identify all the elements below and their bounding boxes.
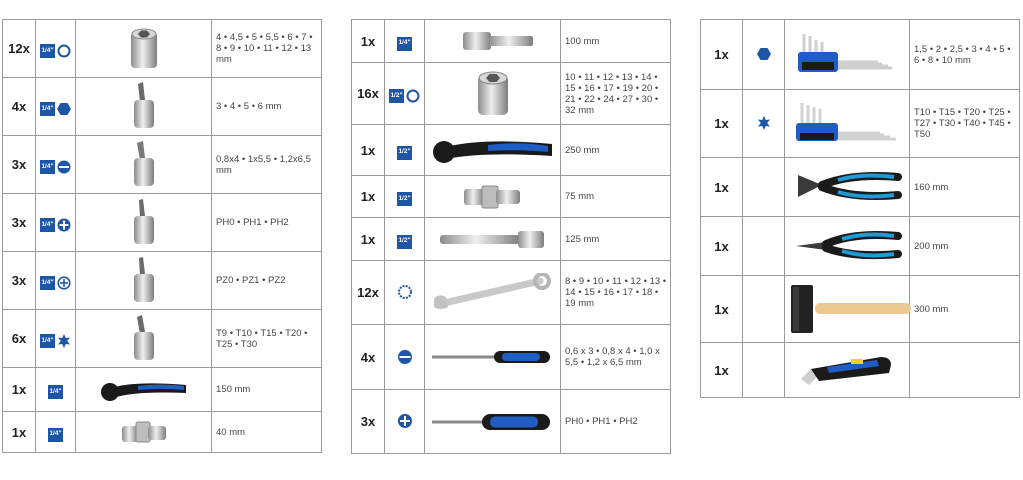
torx-key-set-icon	[785, 90, 910, 158]
pozidriv-bit-socket-icon	[76, 252, 212, 310]
universal-joint-icon	[76, 412, 212, 453]
table-row	[701, 343, 1020, 398]
size-description: PH0 • PH1 • PH2	[561, 390, 671, 454]
table-row	[3, 194, 322, 252]
table-row	[352, 218, 671, 261]
quantity: 1x	[3, 412, 36, 453]
table-row	[701, 276, 1020, 343]
torx-icon	[757, 116, 771, 130]
quantity: 1x	[352, 20, 385, 63]
socket-icon	[76, 20, 212, 78]
extension-bar-icon	[425, 218, 561, 261]
size-description: T9 • T10 • T15 • T20 • T25 • T30	[212, 310, 322, 368]
drive-size-badge: 1/4"	[48, 428, 63, 442]
quantity: 3x	[3, 252, 36, 310]
quantity: 4x	[3, 78, 36, 136]
quantity: 1x	[701, 276, 743, 343]
table-row	[352, 390, 671, 454]
drive-size-badge: 1/4"	[397, 37, 412, 51]
size-description: 150 mm	[212, 368, 322, 412]
size-description: 8 • 9 • 10 • 11 • 12 • 13 • 14 • 15 • 16 • 17 • 18 • 19 mm	[561, 261, 671, 325]
table-row	[352, 325, 671, 390]
table-row	[3, 136, 322, 194]
side-cutter-icon	[785, 158, 910, 217]
drive-size-badge: 1/4"	[40, 102, 55, 116]
slotted-screwdriver-icon	[425, 325, 561, 390]
slotted-icon	[397, 349, 413, 365]
hex-icon	[757, 47, 771, 61]
size-description: 250 mm	[561, 125, 671, 176]
long-nose-pliers-icon	[785, 217, 910, 276]
quantity: 3x	[352, 390, 385, 454]
bi-hex-socket-icon	[57, 44, 71, 58]
tool-table-left	[2, 19, 322, 453]
slotted-bit-socket-icon	[76, 136, 212, 194]
drive-size-badge: 1/2"	[397, 146, 412, 160]
table-row	[352, 261, 671, 325]
size-description: 3 • 4 • 5 • 6 mm	[212, 78, 322, 136]
hammer-icon	[785, 276, 910, 343]
drive-size-badge: 1/4"	[40, 334, 55, 348]
size-description: PH0 • PH1 • PH2	[212, 194, 322, 252]
hex-icon	[57, 102, 71, 116]
drive-size-badge: 1/4"	[40, 44, 55, 58]
drive-size-badge: 1/2"	[397, 235, 412, 249]
quantity: 1x	[352, 176, 385, 218]
slotted-icon	[57, 160, 71, 174]
torx-bit-socket-icon	[76, 310, 212, 368]
table-row	[3, 252, 322, 310]
pozidriv-icon	[57, 276, 71, 290]
table-row	[3, 412, 322, 453]
tool-table-middle	[351, 19, 671, 454]
quantity: 1x	[352, 125, 385, 176]
hex-bit-socket-icon	[76, 78, 212, 136]
adapter-icon	[425, 20, 561, 63]
table-row	[352, 20, 671, 63]
quantity: 3x	[3, 194, 36, 252]
size-description: 125 mm	[561, 218, 671, 261]
drive-size-badge: 1/4"	[48, 385, 63, 399]
drive-size-badge: 1/4"	[40, 276, 55, 290]
quantity: 1x	[701, 217, 743, 276]
phillips-screwdriver-icon	[425, 390, 561, 454]
size-description: 300 mm	[910, 276, 1020, 343]
torx-icon	[57, 334, 71, 348]
bi-hex-socket-icon	[406, 89, 420, 103]
size-description: 200 mm	[910, 217, 1020, 276]
quantity: 1x	[352, 218, 385, 261]
table-row	[3, 368, 322, 412]
size-description: 1,5 • 2 • 2,5 • 3 • 4 • 5 • 6 • 8 • 10 mm	[910, 20, 1020, 90]
size-description: 40 mm	[212, 412, 322, 453]
tool-table-right	[700, 19, 1020, 398]
size-description: 160 mm	[910, 158, 1020, 217]
quantity: 16x	[352, 63, 385, 125]
combination-wrench-icon	[425, 261, 561, 325]
quantity: 4x	[352, 325, 385, 390]
utility-knife-icon	[785, 343, 910, 398]
table-row	[352, 176, 671, 218]
drive-size-badge: 1/4"	[40, 160, 55, 174]
socket-icon	[425, 63, 561, 125]
table-row	[352, 125, 671, 176]
size-description: PZ0 • PZ1 • PZ2	[212, 252, 322, 310]
table-row	[3, 20, 322, 78]
quantity: 1x	[701, 343, 743, 398]
drive-size-badge: 1/2"	[397, 192, 412, 206]
ratchet-icon	[425, 125, 561, 176]
size-description: 10 • 11 • 12 • 13 • 14 • 15 • 16 • 17 • 19 • 20 • 21 • 22 • 24 • 27 • 30 • 32 mm	[561, 63, 671, 125]
phillips-bit-socket-icon	[76, 194, 212, 252]
size-description: 4 • 4,5 • 5 • 5,5 • 6 • 7 • 8 • 9 • 10 • 11 • 12 • 13 mm	[212, 20, 322, 78]
hex-key-set-icon	[785, 20, 910, 90]
table-row	[3, 310, 322, 368]
table-row	[352, 63, 671, 125]
quantity: 12x	[352, 261, 385, 325]
table-row	[701, 20, 1020, 90]
ratchet-icon	[76, 368, 212, 412]
size-description: 0,6 x 3 • 0,8 x 4 • 1,0 x 5,5 • 1,2 x 6,5 mm	[561, 325, 671, 390]
quantity: 1x	[3, 368, 36, 412]
phillips-icon	[397, 413, 413, 429]
drive-size-badge: 1/4"	[40, 218, 55, 232]
table-row	[3, 78, 322, 136]
ring-icon	[397, 284, 413, 300]
size-description	[910, 343, 1020, 398]
table-row	[701, 90, 1020, 158]
table-row	[701, 158, 1020, 217]
quantity: 1x	[701, 158, 743, 217]
quantity: 3x	[3, 136, 36, 194]
phillips-icon	[57, 218, 71, 232]
size-description: 100 mm	[561, 20, 671, 63]
size-description: 75 mm	[561, 176, 671, 218]
universal-joint-icon	[425, 176, 561, 218]
table-row	[701, 217, 1020, 276]
quantity: 1x	[701, 20, 743, 90]
quantity: 12x	[3, 20, 36, 78]
size-description: 0,8x4 • 1x5,5 • 1,2x6,5 mm	[212, 136, 322, 194]
drive-size-badge: 1/2"	[389, 89, 404, 103]
size-description: T10 • T15 • T20 • T25 • T27 • T30 • T40 • T45 • T50	[910, 90, 1020, 158]
quantity: 6x	[3, 310, 36, 368]
quantity: 1x	[701, 90, 743, 158]
